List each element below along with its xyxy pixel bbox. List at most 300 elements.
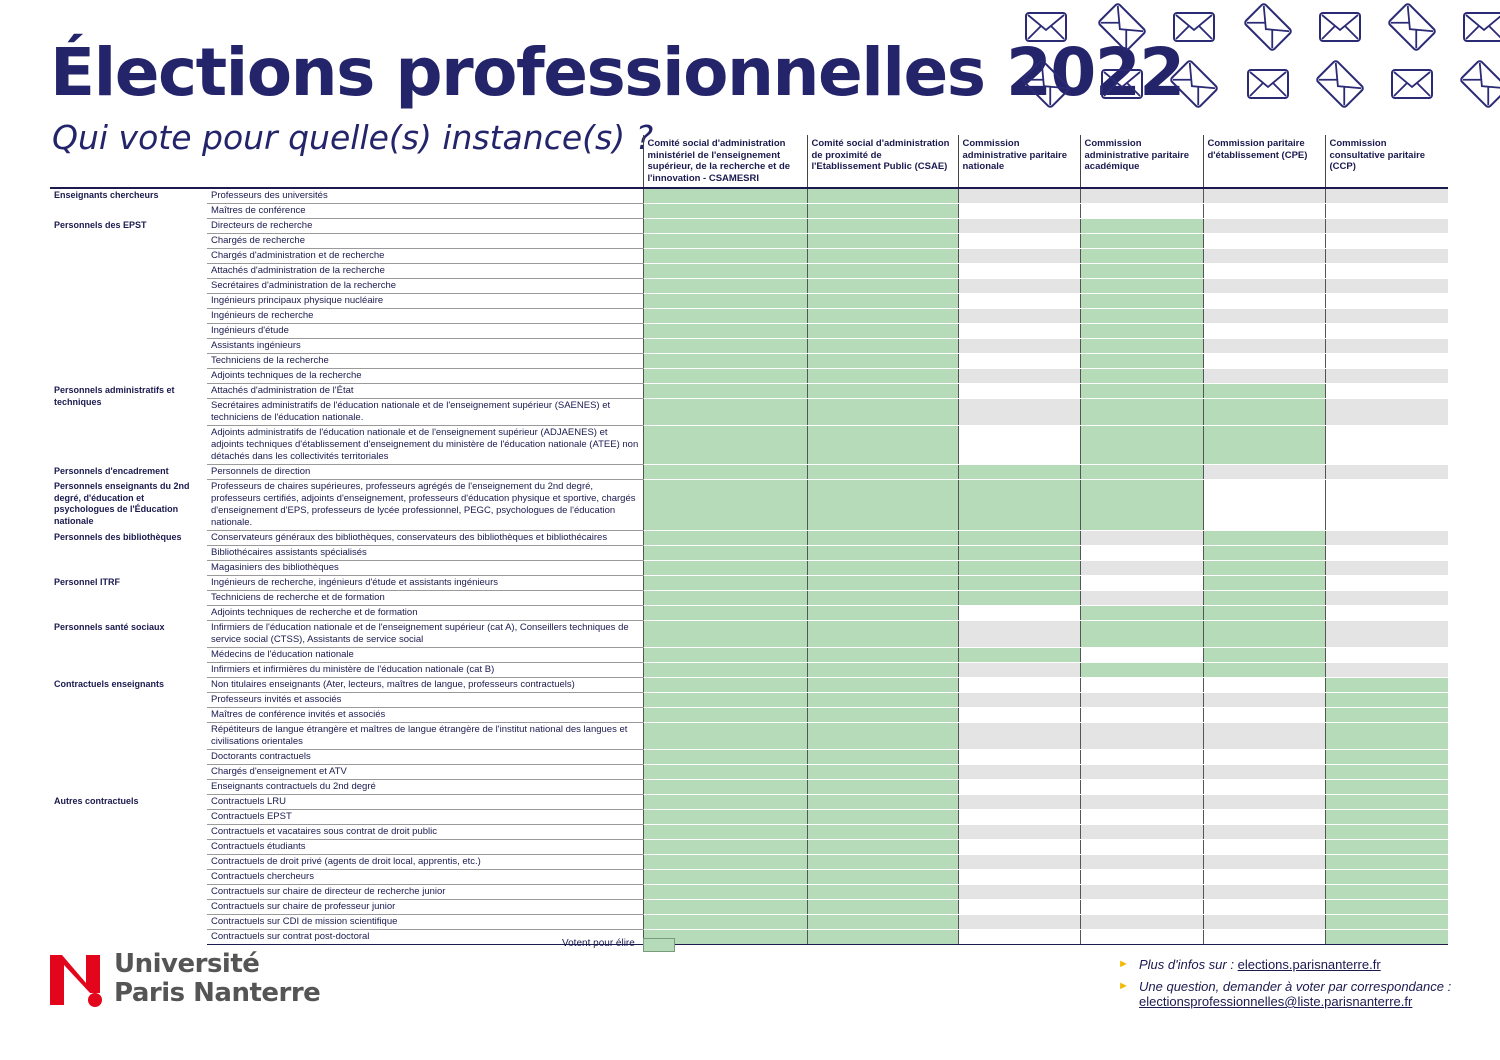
- personnel-label: Contractuels sur CDI de mission scientifique: [207, 915, 643, 930]
- info-line-2: [1118, 979, 1451, 1009]
- vote-cell-no: [1203, 855, 1325, 870]
- personnel-label: Bibliothécaires assistants spécialisés: [207, 546, 643, 561]
- vote-cell-yes: [807, 825, 958, 840]
- vote-cell-no: [1080, 546, 1203, 561]
- vote-cell-no: [1080, 723, 1203, 750]
- vote-cell-yes: [643, 249, 807, 264]
- vote-cell-yes: [1203, 663, 1325, 678]
- table-row: [50, 279, 1448, 294]
- arrow-right-icon: ►: [1118, 958, 1129, 970]
- vote-cell-yes: [807, 294, 958, 309]
- personnel-label: Contractuels sur chaire de directeur de recherche junior: [207, 885, 643, 900]
- personnel-label: Adjoints techniques de la recherche: [207, 369, 643, 384]
- category-label: Personnels des EPST: [50, 219, 207, 384]
- personnel-label: Doctorants contractuels: [207, 750, 643, 765]
- table-row: [50, 900, 1448, 915]
- vote-cell-yes: [958, 546, 1080, 561]
- table-row: [50, 480, 1448, 531]
- logo-line-1: Université: [114, 949, 260, 979]
- vote-cell-no: [1203, 204, 1325, 219]
- personnel-label: Attachés d'administration de la recherche: [207, 264, 643, 279]
- vote-cell-no: [1325, 369, 1448, 384]
- vote-cell-no: [1325, 648, 1448, 663]
- table-row: [50, 750, 1448, 765]
- envelope-icon: [1102, 70, 1142, 98]
- table-row: [50, 663, 1448, 678]
- logo-dot: [88, 993, 102, 1007]
- category-label: Personnels enseignants du 2nd degré, d'éducation et psychologues de l'Éducation nationale: [50, 480, 207, 531]
- vote-cell-no: [1080, 825, 1203, 840]
- vote-cell-no: [958, 930, 1080, 945]
- vote-cell-no: [1203, 294, 1325, 309]
- vote-cell-no: [958, 885, 1080, 900]
- info-prefix: Une question, demander à voter par correspondance :: [1139, 979, 1452, 994]
- vote-cell-no: [1325, 465, 1448, 480]
- vote-cell-no: [1203, 354, 1325, 369]
- vote-cell-no: [1203, 780, 1325, 795]
- vote-cell-no: [1203, 750, 1325, 765]
- personnel-label: Personnels de direction: [207, 465, 643, 480]
- envelope-icon: [1460, 60, 1500, 108]
- vote-cell-no: [958, 621, 1080, 648]
- personnel-label: Infirmiers de l'éducation nationale et de l'enseignement supérieur (cat A), Conseillers techniques de service social (CTSS), Assistants de service social: [207, 621, 643, 648]
- table-row: [50, 324, 1448, 339]
- vote-cell-no: [958, 750, 1080, 765]
- vote-cell-yes: [643, 561, 807, 576]
- personnel-label: Magasiniers des bibliothèques: [207, 561, 643, 576]
- vote-cell-no: [1203, 840, 1325, 855]
- vote-cell-yes: [1203, 384, 1325, 399]
- table-row: [50, 606, 1448, 621]
- table-row: [50, 204, 1448, 219]
- category-label: Personnel ITRF: [50, 576, 207, 621]
- envelope-icon: [1022, 60, 1070, 108]
- vote-cell-yes: [1203, 591, 1325, 606]
- vote-cell-yes: [807, 606, 958, 621]
- vote-cell-no: [1325, 426, 1448, 465]
- vote-cell-no: [1325, 531, 1448, 546]
- vote-cell-yes: [1325, 750, 1448, 765]
- vote-cell-yes: [643, 825, 807, 840]
- vote-cell-no: [1325, 188, 1448, 204]
- vote-cell-no: [1080, 930, 1203, 945]
- vote-cell-yes: [958, 648, 1080, 663]
- envelope-icon: [1248, 70, 1288, 98]
- vote-cell-yes: [643, 219, 807, 234]
- table-row: [50, 780, 1448, 795]
- vote-cell-no: [1080, 188, 1203, 204]
- voting-table: [50, 135, 1448, 945]
- vote-cell-no: [1080, 561, 1203, 576]
- website-link[interactable]: elections.parisnanterre.fr: [1237, 957, 1381, 972]
- personnel-label: Contractuels chercheurs: [207, 870, 643, 885]
- vote-cell-no: [1080, 885, 1203, 900]
- vote-cell-yes: [643, 900, 807, 915]
- vote-cell-yes: [807, 750, 958, 765]
- info-line-1: [1118, 957, 1451, 972]
- vote-cell-no: [1325, 309, 1448, 324]
- personnel-label: Répétiteurs de langue étrangère et maîtres de langue étrangère de l'institut national des langues et civilisations orientales: [207, 723, 643, 750]
- vote-cell-yes: [1080, 279, 1203, 294]
- vote-cell-no: [958, 870, 1080, 885]
- vote-cell-yes: [643, 750, 807, 765]
- table-row: [50, 693, 1448, 708]
- vote-cell-yes: [807, 219, 958, 234]
- vote-cell-no: [1203, 810, 1325, 825]
- category-label: Autres contractuels: [50, 795, 207, 945]
- table-row: [50, 915, 1448, 930]
- vote-cell-no: [958, 204, 1080, 219]
- personnel-label: Enseignants contractuels du 2nd degré: [207, 780, 643, 795]
- personnel-label: Ingénieurs de recherche: [207, 309, 643, 324]
- vote-cell-yes: [643, 915, 807, 930]
- table-row: [50, 840, 1448, 855]
- vote-cell-no: [1325, 279, 1448, 294]
- vote-cell-yes: [1080, 663, 1203, 678]
- category-label: Personnels santé sociaux: [50, 621, 207, 678]
- envelope-icon: [1320, 13, 1360, 41]
- arrow-right-icon: ►: [1118, 980, 1129, 992]
- vote-cell-no: [1080, 900, 1203, 915]
- table-row: [50, 765, 1448, 780]
- table-row: [50, 678, 1448, 693]
- vote-cell-yes: [1080, 339, 1203, 354]
- vote-cell-yes: [1325, 825, 1448, 840]
- personnel-label: Attachés d'administration de l'État: [207, 384, 643, 399]
- envelope-icon: [1316, 60, 1364, 108]
- vote-cell-no: [958, 279, 1080, 294]
- vote-cell-yes: [807, 621, 958, 648]
- vote-cell-yes: [643, 546, 807, 561]
- vote-cell-no: [1080, 591, 1203, 606]
- vote-cell-no: [1080, 780, 1203, 795]
- personnel-label: Professeurs de chaires supérieures, professeurs agrégés de l'enseignement du 2nd degré, professeurs certifiés, adjoints d'enseignement, professeurs d'éducation physique et sportive, chargés d'enseignement d'EPS, professeurs de lycée professionnel, PEGC, psychologues de l'éducation nationale.: [207, 480, 643, 531]
- personnel-label: Adjoints administratifs de l'éducation nationale et de l'enseignement supérieur (ADJAENES) et adjoints techniques d'établissement d'enseignement du ministère de l'éducation nationale (ATEE) non détachés dans les collectivités territoriales: [207, 426, 643, 465]
- vote-cell-no: [1203, 915, 1325, 930]
- vote-cell-no: [958, 234, 1080, 249]
- column-header: Commission administrative paritaire académique: [1080, 135, 1203, 188]
- personnel-label: Assistants ingénieurs: [207, 339, 643, 354]
- vote-cell-yes: [1080, 234, 1203, 249]
- vote-cell-no: [1203, 930, 1325, 945]
- vote-cell-yes: [958, 591, 1080, 606]
- table-row: [50, 930, 1448, 945]
- vote-cell-no: [1080, 810, 1203, 825]
- envelope-icon: [1388, 3, 1436, 51]
- vote-cell-no: [1203, 249, 1325, 264]
- vote-cell-yes: [1203, 606, 1325, 621]
- personnel-label: Chargés d'administration et de recherche: [207, 249, 643, 264]
- vote-cell-no: [1080, 708, 1203, 723]
- vote-cell-no: [1080, 648, 1203, 663]
- vote-cell-yes: [643, 324, 807, 339]
- vote-cell-yes: [1080, 294, 1203, 309]
- vote-cell-yes: [1080, 249, 1203, 264]
- personnel-label: Chargés de recherche: [207, 234, 643, 249]
- vote-cell-yes: [1080, 324, 1203, 339]
- personnel-label: Contractuels EPST: [207, 810, 643, 825]
- vote-cell-yes: [1325, 840, 1448, 855]
- vote-cell-yes: [807, 795, 958, 810]
- vote-cell-no: [958, 294, 1080, 309]
- vote-cell-yes: [807, 708, 958, 723]
- vote-cell-no: [958, 825, 1080, 840]
- table-row: [50, 309, 1448, 324]
- vote-cell-yes: [807, 264, 958, 279]
- vote-cell-no: [1080, 765, 1203, 780]
- table-row: [50, 795, 1448, 810]
- vote-cell-yes: [643, 810, 807, 825]
- envelope-icon: [1026, 13, 1066, 41]
- vote-cell-no: [1203, 188, 1325, 204]
- vote-cell-no: [1203, 339, 1325, 354]
- vote-cell-no: [1325, 663, 1448, 678]
- vote-cell-yes: [807, 930, 958, 945]
- vote-cell-yes: [807, 480, 958, 531]
- vote-cell-yes: [807, 723, 958, 750]
- vote-cell-yes: [1325, 930, 1448, 945]
- vote-cell-yes: [807, 900, 958, 915]
- vote-cell-no: [1203, 324, 1325, 339]
- vote-cell-no: [1203, 900, 1325, 915]
- vote-cell-no: [1203, 465, 1325, 480]
- page-title: Élections professionnelles 2022: [50, 34, 1184, 111]
- vote-cell-no: [958, 663, 1080, 678]
- table-row: [50, 339, 1448, 354]
- table-row: [50, 399, 1448, 426]
- table-row: [50, 264, 1448, 279]
- vote-cell-no: [958, 723, 1080, 750]
- table-row: [50, 465, 1448, 480]
- vote-cell-yes: [643, 663, 807, 678]
- vote-cell-yes: [807, 234, 958, 249]
- personnel-label: Infirmiers et infirmières du ministère de l'éducation nationale (cat B): [207, 663, 643, 678]
- personnel-label: Contractuels LRU: [207, 795, 643, 810]
- vote-cell-yes: [807, 870, 958, 885]
- vote-cell-yes: [1080, 354, 1203, 369]
- vote-cell-yes: [1325, 780, 1448, 795]
- vote-cell-yes: [643, 339, 807, 354]
- vote-cell-no: [1203, 309, 1325, 324]
- vote-cell-no: [958, 810, 1080, 825]
- vote-cell-yes: [807, 324, 958, 339]
- table-row: [50, 723, 1448, 750]
- vote-cell-yes: [807, 591, 958, 606]
- category-label: Personnels des bibliothèques: [50, 531, 207, 576]
- vote-cell-no: [1325, 234, 1448, 249]
- vote-cell-no: [1203, 825, 1325, 840]
- vote-cell-yes: [807, 204, 958, 219]
- vote-cell-yes: [643, 576, 807, 591]
- vote-cell-no: [1203, 693, 1325, 708]
- vote-cell-no: [1325, 354, 1448, 369]
- personnel-label: Contractuels étudiants: [207, 840, 643, 855]
- vote-cell-yes: [958, 576, 1080, 591]
- vote-cell-yes: [643, 264, 807, 279]
- personnel-label: Conservateurs généraux des bibliothèques, conservateurs des bibliothèques et bibliothécaires: [207, 531, 643, 546]
- vote-cell-yes: [643, 870, 807, 885]
- vote-cell-no: [958, 384, 1080, 399]
- page-subtitle: Qui vote pour quelle(s) instance(s) ?: [52, 118, 654, 157]
- personnel-label: Maîtres de conférence: [207, 204, 643, 219]
- vote-cell-yes: [643, 795, 807, 810]
- table-row: [50, 354, 1448, 369]
- vote-cell-yes: [643, 531, 807, 546]
- table-row: [50, 576, 1448, 591]
- vote-cell-yes: [643, 708, 807, 723]
- vote-cell-no: [1325, 480, 1448, 531]
- vote-cell-yes: [807, 648, 958, 663]
- vote-cell-yes: [643, 234, 807, 249]
- vote-cell-yes: [807, 354, 958, 369]
- vote-cell-yes: [1080, 480, 1203, 531]
- vote-cell-yes: [643, 294, 807, 309]
- vote-cell-yes: [1080, 606, 1203, 621]
- personnel-label: Contractuels de droit privé (agents de droit local, apprentis, etc.): [207, 855, 643, 870]
- vote-cell-no: [1325, 264, 1448, 279]
- table-row: [50, 384, 1448, 399]
- table-row: [50, 825, 1448, 840]
- vote-cell-no: [1325, 576, 1448, 591]
- vote-cell-yes: [1203, 648, 1325, 663]
- vote-cell-no: [1080, 915, 1203, 930]
- vote-cell-yes: [1325, 810, 1448, 825]
- table-row: [50, 885, 1448, 900]
- vote-cell-yes: [807, 561, 958, 576]
- personnel-label: Adjoints techniques de recherche et de formation: [207, 606, 643, 621]
- vote-cell-no: [958, 339, 1080, 354]
- vote-cell-yes: [958, 561, 1080, 576]
- vote-cell-no: [958, 678, 1080, 693]
- vote-cell-no: [1203, 723, 1325, 750]
- vote-cell-yes: [1203, 531, 1325, 546]
- vote-cell-no: [1325, 384, 1448, 399]
- personnel-label: Médecins de l'éducation nationale: [207, 648, 643, 663]
- vote-cell-yes: [807, 780, 958, 795]
- vote-cell-yes: [807, 309, 958, 324]
- vote-cell-yes: [807, 765, 958, 780]
- vote-cell-no: [958, 855, 1080, 870]
- vote-cell-no: [1080, 870, 1203, 885]
- vote-cell-yes: [807, 663, 958, 678]
- vote-cell-no: [1325, 399, 1448, 426]
- vote-cell-no: [1325, 294, 1448, 309]
- vote-cell-yes: [1080, 426, 1203, 465]
- vote-cell-yes: [1080, 264, 1203, 279]
- vote-cell-yes: [1080, 399, 1203, 426]
- vote-cell-no: [958, 900, 1080, 915]
- vote-cell-no: [958, 219, 1080, 234]
- vote-cell-yes: [1325, 678, 1448, 693]
- vote-cell-no: [1080, 576, 1203, 591]
- vote-cell-yes: [807, 855, 958, 870]
- vote-cell-yes: [807, 531, 958, 546]
- category-label: Personnels d'encadrement: [50, 465, 207, 480]
- vote-cell-yes: [1080, 219, 1203, 234]
- vote-cell-yes: [643, 855, 807, 870]
- legend-label: Votent pour élire: [562, 938, 635, 949]
- table-body: [50, 188, 1448, 945]
- vote-cell-no: [1325, 546, 1448, 561]
- vote-cell-no: [1203, 234, 1325, 249]
- table-row: [50, 369, 1448, 384]
- vote-cell-no: [1325, 621, 1448, 648]
- vote-cell-yes: [643, 648, 807, 663]
- vote-cell-no: [1203, 765, 1325, 780]
- vote-cell-yes: [807, 339, 958, 354]
- personnel-label: Techniciens de la recherche: [207, 354, 643, 369]
- vote-cell-no: [1203, 264, 1325, 279]
- personnel-label: Professeurs des universités: [207, 188, 643, 204]
- vote-cell-no: [958, 606, 1080, 621]
- vote-cell-no: [1080, 678, 1203, 693]
- vote-cell-no: [958, 309, 1080, 324]
- vote-cell-yes: [643, 840, 807, 855]
- vote-cell-yes: [807, 188, 958, 204]
- envelope-icon: [1170, 60, 1218, 108]
- vote-cell-no: [958, 324, 1080, 339]
- table-row: [50, 870, 1448, 885]
- personnel-label: Chargés d'enseignement et ATV: [207, 765, 643, 780]
- vote-cell-no: [1203, 219, 1325, 234]
- vote-cell-no: [958, 188, 1080, 204]
- vote-cell-yes: [643, 591, 807, 606]
- vote-cell-yes: [807, 693, 958, 708]
- vote-cell-yes: [643, 354, 807, 369]
- email-link[interactable]: electionsprofessionnelles@liste.parisnanterre.fr: [1139, 994, 1413, 1009]
- vote-cell-yes: [807, 885, 958, 900]
- envelope-icon: [1174, 13, 1214, 41]
- vote-cell-yes: [1325, 693, 1448, 708]
- vote-cell-no: [1203, 678, 1325, 693]
- personnel-label: Maîtres de conférence invités et associés: [207, 708, 643, 723]
- vote-cell-yes: [807, 369, 958, 384]
- vote-cell-no: [1203, 795, 1325, 810]
- category-label: Personnels administratifs et techniques: [50, 384, 207, 465]
- table-row: [50, 234, 1448, 249]
- vote-cell-no: [958, 780, 1080, 795]
- vote-cell-yes: [1325, 885, 1448, 900]
- vote-cell-yes: [1080, 465, 1203, 480]
- envelope-icon: [1098, 3, 1146, 51]
- vote-cell-no: [1325, 561, 1448, 576]
- vote-cell-yes: [643, 765, 807, 780]
- personnel-label: Secrétaires administratifs de l'éducation nationale et de l'enseignement supérieur (SAENES) et techniciens de l'éducation nationale.: [207, 399, 643, 426]
- table-row: [50, 546, 1448, 561]
- vote-cell-no: [958, 840, 1080, 855]
- personnel-label: Contractuels et vacataires sous contrat de droit public: [207, 825, 643, 840]
- legend-swatch: [643, 938, 675, 952]
- vote-cell-no: [1080, 750, 1203, 765]
- vote-cell-no: [958, 795, 1080, 810]
- vote-cell-yes: [1203, 426, 1325, 465]
- vote-cell-yes: [1203, 546, 1325, 561]
- vote-cell-yes: [807, 810, 958, 825]
- vote-cell-yes: [807, 465, 958, 480]
- vote-cell-yes: [807, 399, 958, 426]
- vote-cell-no: [1080, 531, 1203, 546]
- table-row: [50, 561, 1448, 576]
- vote-cell-yes: [1325, 855, 1448, 870]
- vote-cell-yes: [807, 546, 958, 561]
- vote-cell-yes: [1080, 621, 1203, 648]
- vote-cell-yes: [643, 309, 807, 324]
- vote-cell-no: [1325, 204, 1448, 219]
- vote-cell-yes: [958, 531, 1080, 546]
- vote-cell-yes: [643, 678, 807, 693]
- vote-cell-no: [1080, 840, 1203, 855]
- personnel-label: Techniciens de recherche et de formation: [207, 591, 643, 606]
